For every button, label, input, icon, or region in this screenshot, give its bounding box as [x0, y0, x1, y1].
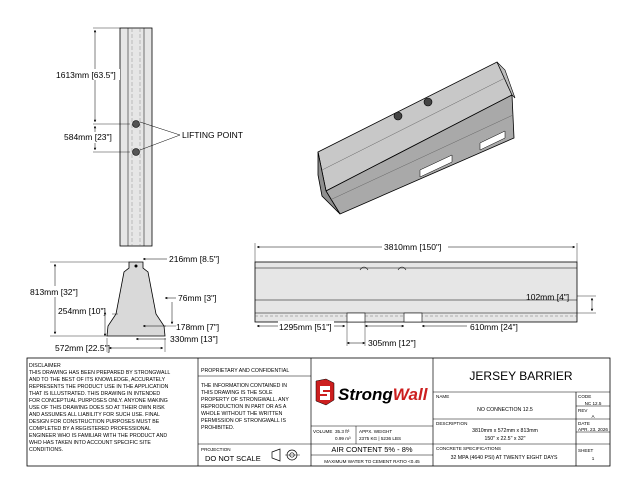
projection-label: PROJECTION [201, 447, 231, 452]
date-label: DATE [578, 421, 590, 426]
disclaimer-line: ENGINEER WHO IS FAMILIAR WITH THE PRODUCT AND [29, 433, 168, 439]
lifting-point-1 [133, 121, 140, 128]
description-line-1: 3810mm x 572mm x 813mm [472, 428, 538, 434]
proprietary-line: PROPERTY OF STRONGWALL. ANY [201, 397, 289, 403]
lifting-point-label: LIFTING POINT [182, 130, 243, 140]
dim-slot-height: 102mm [4"] [526, 292, 570, 302]
date-value: APR. 23. 2026 [578, 427, 608, 432]
forklift-slot-2 [404, 313, 422, 322]
disclaimer-line: THAT IS ILLUSTRATED. THIS DRAWING IN INTENDED [29, 391, 161, 397]
dim-lifting-offset: 584mm [23"] [64, 132, 112, 142]
dim-slot-spacing: 610mm [24"] [470, 322, 518, 332]
name-label: NAME [436, 394, 450, 399]
volume-label: VOLUME [313, 429, 333, 434]
logo-text: StrongWall [338, 385, 428, 404]
dim-overall-length: 3810mm [150"] [384, 242, 442, 252]
dim-slot-length: 305mm [12"] [368, 338, 416, 348]
disclaimer-text [29, 370, 170, 453]
disclaimer-line: AND TO THE BEST OF ITS KNOWLEDGE, ACCURATELY [29, 377, 166, 383]
disclaimer-line: USE OF THIS DRAWING DOES SO AT THEIR OWN RISK [29, 405, 165, 411]
dim-height: 813mm [32"] [30, 287, 78, 297]
disclaimer-line: REPRESENTS THE PRODUCT USE IN THE APPLICATION [29, 384, 169, 390]
proprietary-line: PERMISSION OF STRONGWALL IS [201, 418, 286, 424]
dim-slot-width: 178mm [7"] [176, 322, 220, 332]
volume-ft: 35.3 ft³ [335, 429, 350, 434]
description-label: DESCRIPTION [436, 421, 468, 426]
dim-base-step: 254mm [10"] [58, 306, 106, 316]
rev-label: REV [578, 408, 588, 413]
code-label: CODE [578, 394, 592, 399]
disclaimer-line: COMPLETED BY A REGISTERED PROFESSIONAL [29, 426, 151, 432]
concrete-spec-label: CONCRETE SPECIFICATIONS [436, 446, 501, 451]
water-cement-ratio: MAXIMUM WATER TO CEMENT RATIO <0.45 [324, 459, 420, 464]
dim-end-to-slot: 1295mm [51"] [279, 322, 332, 332]
dim-toe-height: 76mm [3"] [178, 293, 217, 303]
sheet-label: SHEET [578, 448, 594, 453]
sheet-value: 1 [591, 456, 595, 461]
proprietary-line: THE INFORMATION CONTAINED IN [201, 383, 287, 389]
name-value: NO CONNECTION 12.5 [477, 407, 533, 413]
disclaimer-line: WHO HAS TAKEN INTO ACCOUNT SPECIFIC SITE [29, 440, 151, 446]
dim-lifting-spacing: 1613mm [63.5"] [56, 70, 116, 80]
proprietary-line: REPRODUCTION IN PART OR AS A [201, 404, 287, 410]
disclaimer-line: FOR CONCEPTUAL PURPOSES ONLY. ANYONE MAKING [29, 398, 168, 404]
proprietary-line: WHOLE WITHOUT THE WRITTEN [201, 411, 283, 417]
disclaimer-line: THIS DRAWING HAS BEEN PREPARED BY STRONGWALL [29, 370, 171, 376]
concrete-spec-value: 32 MPA (4640 PSI) AT TWENTY EIGHT DAYS [450, 455, 558, 461]
dim-base-width: 572mm [22.5"] [55, 343, 110, 353]
weight-label: APPX. WEIGHT [359, 429, 393, 434]
drawing-title: JERSEY BARRIER [469, 369, 573, 383]
proprietary-line: THIS DRAWING IS THE SOLE [201, 390, 273, 396]
lifting-point-2 [133, 149, 140, 156]
proprietary-heading: PROPRIETARY AND CONFIDENTIAL [201, 368, 290, 374]
proprietary-line: PROHIBITED. [201, 425, 235, 431]
barrier-plan-outline [120, 28, 152, 246]
disclaimer-heading: DISCLAIMER [29, 363, 61, 369]
volume-m: 0.99 m³ [335, 436, 351, 441]
rev-value: A [591, 414, 595, 419]
dim-top-width: 216mm [8.5"] [169, 254, 220, 264]
air-content: AIR CONTENT 5% - 8% [331, 445, 413, 454]
dim-half-width: 330mm [13"] [170, 334, 218, 344]
code-value: NC 12.5 [584, 401, 602, 406]
do-not-scale-label: DO NOT SCALE [205, 454, 261, 463]
disclaimer-line: AND ASSUMES ALL LIABILITY FOR SUCH USE. FINAL [29, 412, 160, 418]
description-line-2: 150" x 22.5" x 32" [484, 436, 526, 442]
weight-value: 2375 KG | 5236 LBS [359, 436, 402, 441]
forklift-slot-1 [347, 313, 365, 322]
disclaimer-line: DESIGN FOR CONSTRUCTION PURPOSES MUST BE [29, 419, 160, 425]
disclaimer-line: CONDITIONS. [29, 447, 64, 453]
